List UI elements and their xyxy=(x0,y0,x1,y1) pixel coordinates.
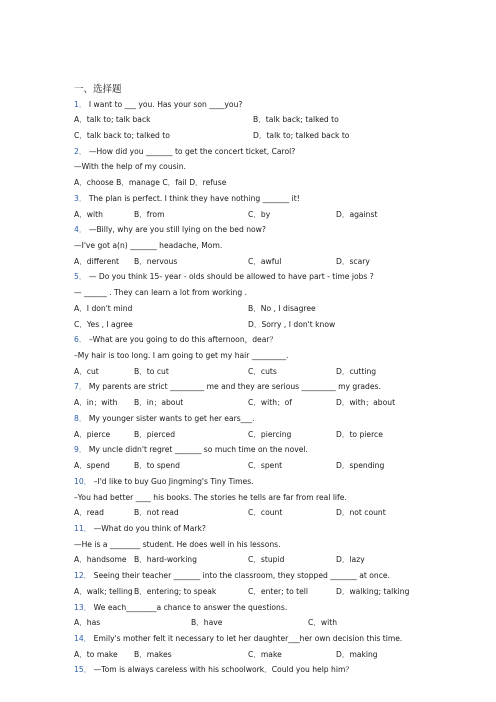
question-line xyxy=(74,145,295,158)
question-line xyxy=(74,663,353,676)
question-text: We each________a chance to answer the questions. xyxy=(91,602,288,612)
answer-option: B．from xyxy=(134,209,165,219)
answer-option: D．making xyxy=(336,649,378,659)
options-line xyxy=(74,113,494,126)
answer-option: D．spending xyxy=(336,461,385,471)
question-text: –What are you going to do this afternoon，dear？ xyxy=(86,335,278,345)
answer-option: A．I don't mind xyxy=(74,303,133,313)
text-line: –You had better ____ his books. The stories he tells are far from real life. xyxy=(74,492,347,502)
question-text: I want to ___ you. Has your son ____you? xyxy=(86,99,243,109)
answer-option: B．pierced xyxy=(134,429,176,439)
question-text: Emily's mother felt it necessary to let her daughter___her own decision this time. xyxy=(91,633,403,643)
question-line xyxy=(74,522,206,535)
question-text: Seeing their teacher _______ into the classroom, they stopped _______ at once. xyxy=(91,571,391,581)
options-line xyxy=(74,129,494,142)
answer-option: B．No , I disagree xyxy=(248,303,316,313)
options-line xyxy=(74,553,494,566)
answer-option: C．stupid xyxy=(248,555,285,565)
answer-option: D．scary xyxy=(336,256,370,266)
question-number: 4． xyxy=(74,225,87,235)
answer-option: A．to make xyxy=(74,649,118,659)
answer-option: D．against xyxy=(336,209,378,219)
answer-option: C．with；of xyxy=(248,398,292,408)
question-text: –I'd like to buy Guo Jingming's Tiny Times. xyxy=(91,476,254,486)
answer-option: A．in；with xyxy=(74,398,118,408)
answer-option: A．walk; telling xyxy=(74,586,133,596)
answer-option: B．in；about xyxy=(134,398,184,408)
answer-option: B．to cut xyxy=(134,366,169,376)
answer-option: D．lazy xyxy=(336,555,365,565)
question-line xyxy=(74,380,381,393)
answer-option: B．entering; to speak xyxy=(134,586,217,596)
answer-option: A．talk to; talk back xyxy=(74,115,151,125)
answer-option: D．not count xyxy=(336,508,386,518)
question-line xyxy=(74,632,402,645)
answer-option: B．hard-working xyxy=(134,555,197,565)
answer-option: C．piercing xyxy=(248,429,292,439)
answer-option: A．read xyxy=(74,508,104,518)
text-line: —He is a ________ student. He does well in his lessons. xyxy=(74,539,281,549)
answer-option: C．cuts xyxy=(248,366,277,376)
question-number: 11． xyxy=(74,523,92,533)
answer-option: D．walking; talking xyxy=(336,586,410,596)
question-number: 3． xyxy=(74,193,87,203)
answer-option: D．with；about xyxy=(336,398,396,408)
answer-option: B．makes xyxy=(134,649,172,659)
answer-option: A．cut xyxy=(74,366,99,376)
answer-option: B．nervous xyxy=(134,256,178,266)
answer-option: B．have xyxy=(191,618,223,628)
answer-option: C．count xyxy=(248,508,283,518)
answer-option: D．Sorry , I don't know xyxy=(248,319,336,329)
answer-option: B．talk back; talked to xyxy=(253,115,339,125)
text-line: —With the help of my cousin. xyxy=(74,162,186,172)
question-number: 9． xyxy=(74,445,87,455)
question-line xyxy=(74,270,374,283)
answer-option: C．enter; to tell xyxy=(248,586,309,596)
answer-option: D．to pierce xyxy=(336,429,383,439)
options-line xyxy=(74,318,494,331)
answer-option: C．awful xyxy=(248,256,282,266)
options-line xyxy=(74,506,494,519)
question-text: My younger sister wants to get her ears___. xyxy=(86,413,255,423)
answer-option: D．cutting xyxy=(336,366,377,376)
answer-option: A．handsome xyxy=(74,555,127,565)
section-title: 一、选择题 xyxy=(74,84,122,95)
text-line: —I've got a(n) _______ headache, Mom. xyxy=(74,240,223,250)
answer-option: A．spend xyxy=(74,461,110,471)
options-line xyxy=(74,255,494,268)
options-line xyxy=(74,616,494,629)
text-line: –My hair is too long. I am going to get my hair _________. xyxy=(74,351,289,361)
question-number: 1． xyxy=(74,99,87,109)
text-line: A．choose B．manage C．fail D．refuse xyxy=(74,178,227,188)
question-line xyxy=(74,569,390,582)
question-line xyxy=(74,223,266,236)
question-line xyxy=(74,192,300,205)
question-number: 13． xyxy=(74,602,92,612)
options-line xyxy=(74,396,494,409)
answer-option: C．make xyxy=(248,649,282,659)
answer-option: B．not read xyxy=(134,508,179,518)
question-line xyxy=(74,443,308,456)
question-line xyxy=(74,475,254,488)
options-line xyxy=(74,585,494,598)
options-line xyxy=(74,365,494,378)
question-number: 5． xyxy=(74,272,87,282)
question-number: 7． xyxy=(74,382,87,392)
options-line xyxy=(74,648,494,661)
question-text: The plan is perfect. I think they have nothing _______ it! xyxy=(86,193,300,203)
question-text: —Tom is always careless with his schoolwork．Could you help him？ xyxy=(91,665,353,675)
question-number: 2． xyxy=(74,146,87,156)
answer-option: A．has xyxy=(74,618,101,628)
question-text: —How did you _______ to get the concert ticket, Carol? xyxy=(86,146,296,156)
question-number: 12． xyxy=(74,571,92,581)
answer-option: C．Yes , I agree xyxy=(74,319,133,329)
answer-option: C．talk back to; talked to xyxy=(74,130,170,140)
question-text: —Billy, why are you still lying on the bed now? xyxy=(86,225,266,235)
question-number: 14． xyxy=(74,633,92,643)
question-text: —What do you think of Mark? xyxy=(91,523,206,533)
answer-option: D．talk to; talked back to xyxy=(253,130,350,140)
answer-option: A．pierce xyxy=(74,429,111,439)
question-line xyxy=(74,601,287,614)
question-text: My uncle didn't regret _______ so much time on the novel. xyxy=(86,445,308,455)
question-line xyxy=(74,412,255,425)
question-number: 15． xyxy=(74,665,92,675)
answer-option: A．with xyxy=(74,209,103,219)
answer-option: B．to spend xyxy=(134,461,180,471)
options-line xyxy=(74,459,494,472)
question-line xyxy=(74,333,277,346)
question-text: — Do you think 15- year - olds should be allowed to have part - time jobs ? xyxy=(86,272,374,282)
question-text: My parents are strict _________ me and they are serious _________ my grades. xyxy=(86,382,381,392)
options-line xyxy=(74,208,494,221)
question-line xyxy=(74,98,242,111)
text-line: — ______ . They can learn a lot from working . xyxy=(74,288,248,298)
options-line xyxy=(74,302,494,315)
answer-option: A．different xyxy=(74,256,120,266)
question-number: 6． xyxy=(74,335,87,345)
answer-option: C．with xyxy=(308,618,338,628)
answer-option: C．by xyxy=(248,209,271,219)
options-line xyxy=(74,428,494,441)
question-number: 8． xyxy=(74,413,87,423)
answer-option: C．spent xyxy=(248,461,283,471)
question-number: 10． xyxy=(74,476,92,486)
